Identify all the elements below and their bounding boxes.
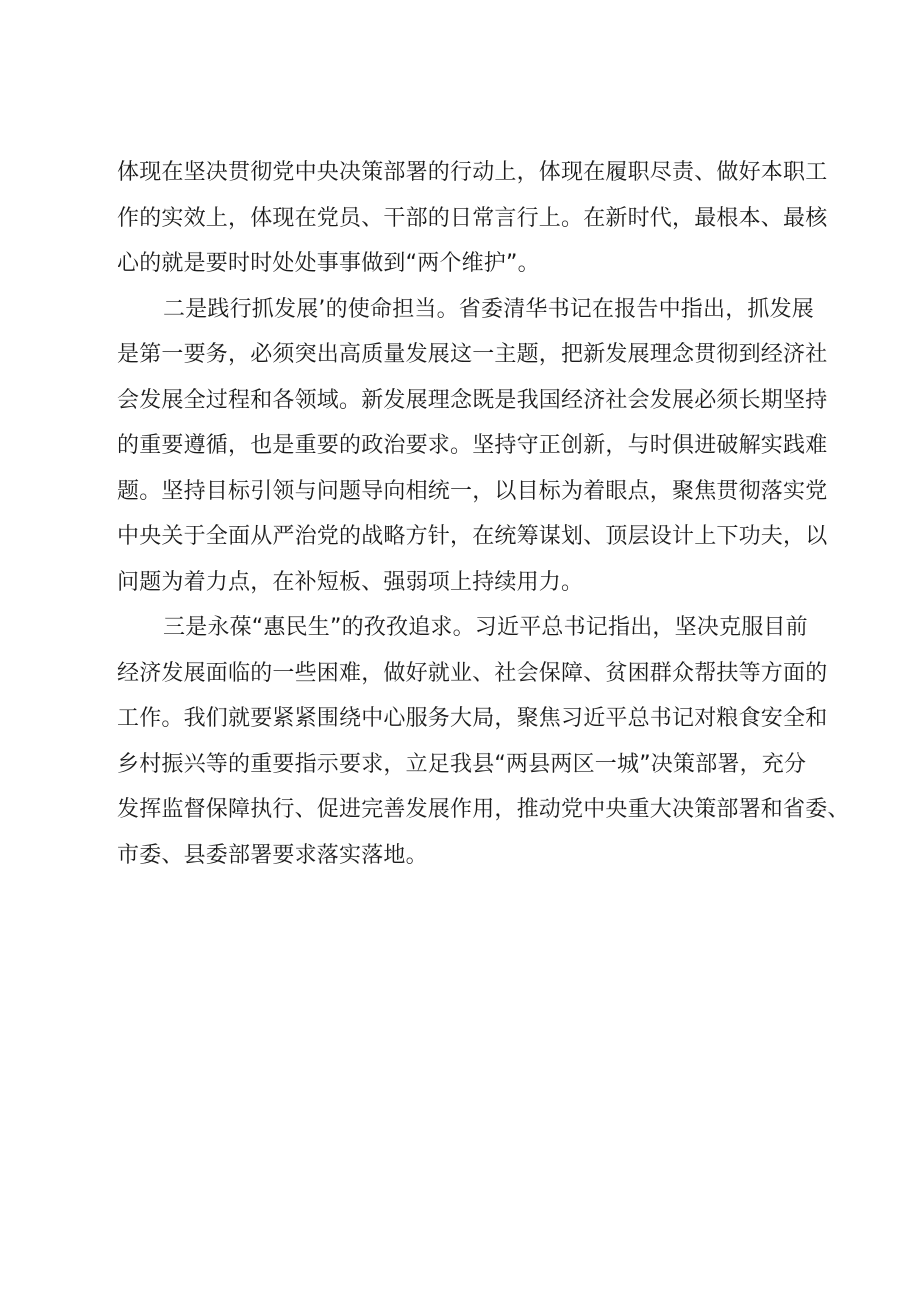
text-line: 发挥监督保障执行、促进完善发展作用，推动党中央重大决策部署和省委、 (117, 797, 850, 822)
text-line: 工作。我们就要紧紧围绕中心服务大局，聚焦习近平总书记对粮食安全和 (117, 706, 828, 731)
text-line: 市委、县委部署要求落实落地。 (117, 842, 428, 868)
text-line: 二是践行抓发展’的使命担当。省委清华书记在报告中指出，抓发展 (163, 296, 814, 322)
text-line: 乡村振兴等的重要指示要求，立足我县“两县两区一城”决策部署，充分 (117, 751, 807, 777)
text-line: 是第一要务，必须突出高质量发展这一主题，把新发展理念贯彻到经济社 (117, 342, 828, 367)
text-line: 的重要遵循，也是重要的政治要求。坚持守正创新，与时俱进破解实践难 (117, 433, 828, 458)
text-line: 作的实效上，体现在党员、干部的日常言行上。在新时代，最根本、最核 (117, 205, 828, 231)
document-body (117, 150, 850, 878)
text-line: 会发展全过程和各领域。新发展理念既是我国经济社会发展必须长期坚持 (117, 387, 828, 413)
text-line: 三是永葆“惠民生”的孜孜追求。习近平总书记指出，坚决克服目前 (163, 615, 808, 640)
text-line: 中央关于全面从严治党的战略方针，在统筹谋划、顶层设计上下功夫，以 (117, 524, 828, 549)
paragraph-1 (117, 150, 827, 287)
paragraph-3 (117, 605, 850, 878)
text-line: 经济发展面临的一些困难，做好就业、社会保障、贫困群众帮扶等方面的 (117, 660, 828, 686)
paragraph-2 (117, 287, 827, 606)
text-line: 题。坚持目标引领与问题导向相统一，以目标为着眼点，聚焦贯彻落实党 (117, 478, 828, 504)
text-line: 体现在坚决贯彻党中央决策部署的行动上，体现在履职尽责、做好本职工 (117, 160, 828, 185)
text-line: 问题为着力点，在补短板、强弱项上持续用力。 (117, 569, 584, 595)
text-line: 心的就是要时时处处事事做到“两个维护”。 (117, 251, 540, 276)
